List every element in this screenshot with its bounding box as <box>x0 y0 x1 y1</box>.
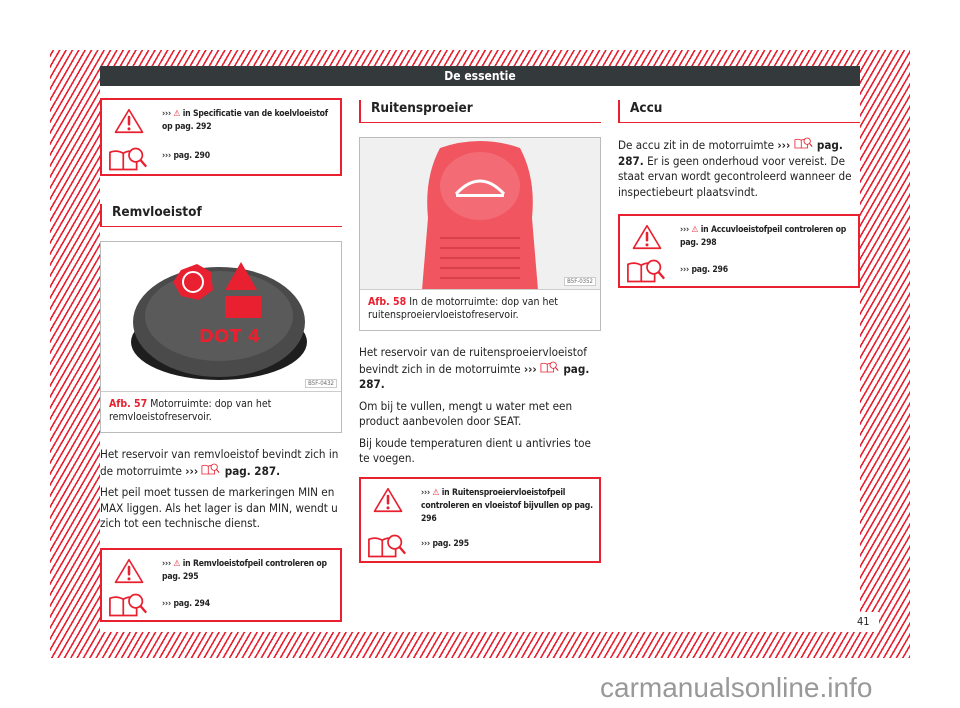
body-text: Het reservoir van remvloeistof bevindt zich in de motorruimte ››› pag. 287. Het peil moet tussen de markeringen MIN en MAX liggen. Als het lager is dan MIN, wendt u zich tot een technische dienst. <box>100 447 339 530</box>
section-header: De essentie <box>100 66 860 86</box>
manual-book-icon <box>794 137 814 149</box>
page-reference[interactable]: ››› pag. 295 <box>421 538 469 549</box>
warning-icon <box>632 224 662 250</box>
manual-book-icon <box>108 592 150 618</box>
manual-book-icon <box>540 361 560 373</box>
reference-box <box>359 477 601 563</box>
warning-reference[interactable]: ››› ⚠ in Specificatie van de koelvloeistof op pag. 292 <box>162 109 328 132</box>
figure-57 <box>100 241 342 433</box>
figure-code: B5F-0432 <box>305 379 337 388</box>
manual-book-icon <box>367 533 409 559</box>
reference-box <box>618 214 860 288</box>
page-reference[interactable]: ››› pag. 296 <box>680 265 728 275</box>
warning-reference[interactable]: ››› ⚠ in Ruitensproeiervloeistofpeil controleren en vloeistof bijvullen op pag. 296 <box>421 487 593 524</box>
warning-icon <box>114 558 144 584</box>
warning-icon <box>373 487 403 513</box>
cap-text: DOT 4 <box>199 326 261 347</box>
figure-58 <box>359 137 601 331</box>
page-number: 41 <box>857 615 870 628</box>
page-reference[interactable]: ››› pag. 290 <box>162 151 210 161</box>
watermark: carmanualsonline.info <box>600 672 873 703</box>
washer-cap-image <box>360 138 600 290</box>
left-column <box>100 98 342 622</box>
reference-box <box>100 548 342 622</box>
manual-book-icon <box>626 258 668 284</box>
brake-fluid-cap-image <box>101 242 341 392</box>
figure-code: B5F-0352 <box>564 277 596 286</box>
manual-book-icon <box>201 463 221 475</box>
body-text: De accu zit in de motorruimte ››› pag. 287. Er is geen onderhoud voor vereist. De staat ervan wordt gecontroleerd wanneer de inspectiebeurt plaatsvindt. <box>618 138 852 199</box>
right-column <box>618 100 860 288</box>
middle-column <box>359 100 601 563</box>
brake-fluid-cap-illustration <box>101 242 341 392</box>
washer-cap-illustration <box>360 138 600 290</box>
page-reference[interactable]: ››› pag. 294 <box>162 598 210 609</box>
manual-book-icon <box>108 146 150 172</box>
warning-icon <box>114 108 144 134</box>
section-heading-accu: Accu <box>618 100 860 123</box>
figure-caption: Afb. 58 In de motorruimte: dop van het ruitensproeiervloeistofreservoir. <box>368 296 558 321</box>
body-text: Het reservoir van de ruitensproeiervloeistof bevindt zich in de motorruimte ››› pag. 287. Om bij te vullen, mengt u water met een product aanbevolen door SEAT. Bij koude temperaturen dient u antivries toe te voegen. <box>359 345 591 465</box>
section-heading-remvloeistof: Remvloeistof <box>100 204 342 227</box>
warning-reference[interactable]: ››› ⚠ in Remvloeistofpeil controleren op pag. 295 <box>162 558 327 582</box>
reference-box <box>100 98 342 176</box>
figure-caption: Afb. 57 Motorruimte: dop van het remvloeistofreservoir. <box>109 398 272 423</box>
section-heading-ruitensproeier: Ruitensproeier <box>359 100 601 123</box>
warning-reference[interactable]: ››› ⚠ in Accuvloeistofpeil controleren op pag. 298 <box>680 225 847 248</box>
